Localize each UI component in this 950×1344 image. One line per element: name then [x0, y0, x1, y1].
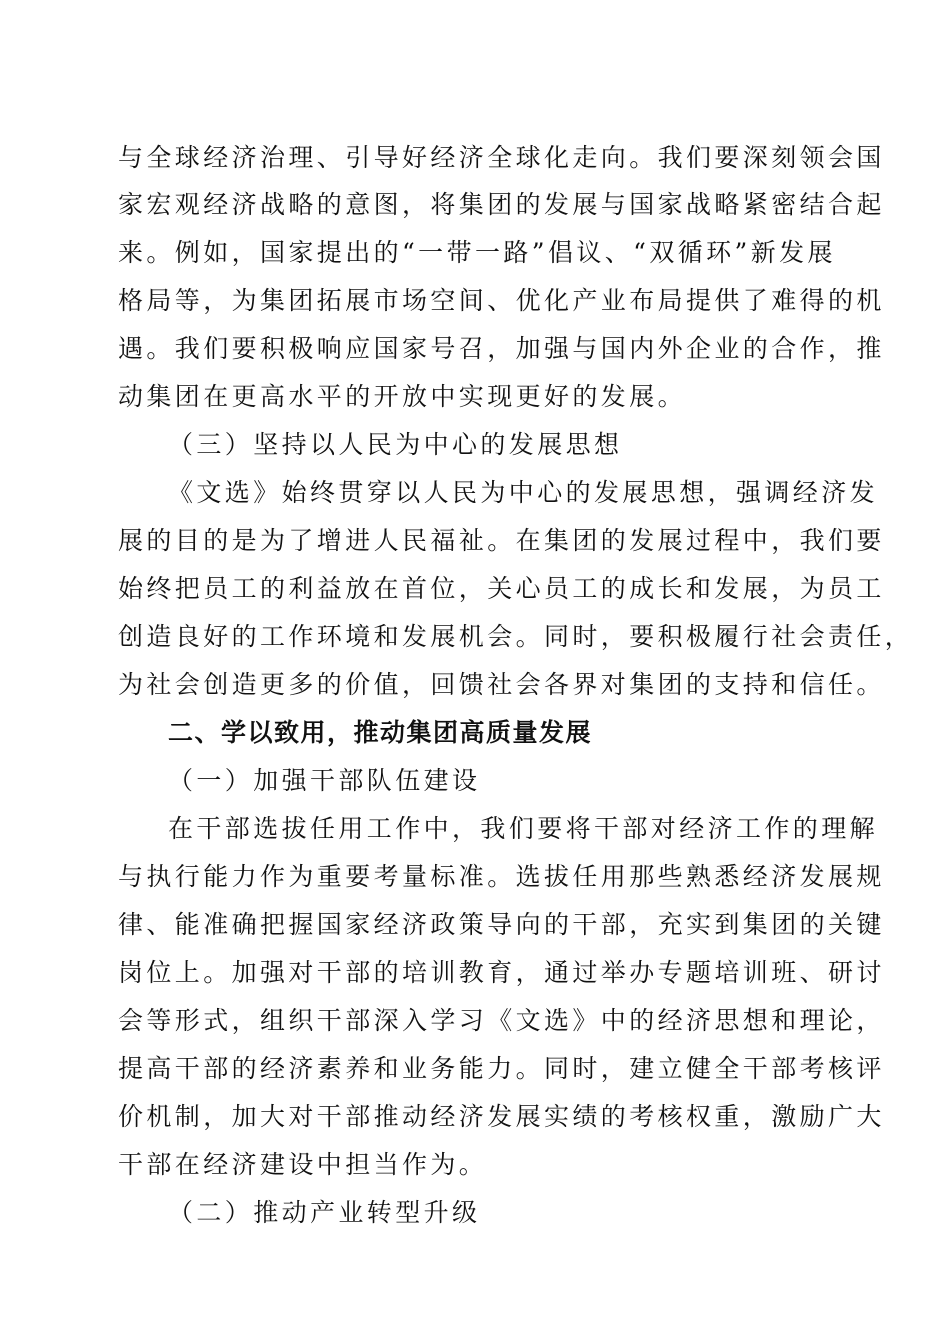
- paragraph-line: 展的目的是为了增进人民福祉。在集团的发展过程中，我们要: [118, 526, 885, 555]
- paragraph-line: 岗位上。加强对干部的培训教育，通过举办专题培训班、研讨: [118, 958, 885, 987]
- paragraph-line: 价机制，加大对干部推动经济发展实绩的考核权重，激励广大: [118, 1102, 885, 1131]
- paragraph-line: 创造良好的工作环境和发展机会。同时，要积极履行社会责任，: [118, 622, 914, 651]
- paragraph-line: 会等形式，组织干部深入学习《文选》中的经济思想和理论，: [118, 1006, 885, 1035]
- paragraph-line: 动集团在更高水平的开放中实现更好的发展。: [118, 382, 687, 411]
- paragraph-line: 干部在经济建设中担当作为。: [118, 1150, 488, 1179]
- paragraph-line: 律、能准确把握国家经济政策导向的干部，充实到集团的关键: [118, 910, 885, 939]
- section-heading-2: 二、学以致用，推动集团高质量发展: [168, 718, 593, 747]
- paragraph-line: 家宏观经济战略的意图，将集团的发展与国家战略紧密结合起: [118, 190, 885, 219]
- paragraph-line: 为社会创造更多的价值，回馈社会各界对集团的支持和信任。: [118, 670, 885, 699]
- paragraph-line: 提高干部的经济素养和业务能力。同时，建立健全干部考核评: [118, 1054, 885, 1083]
- paragraph-line: 与执行能力作为重要考量标准。选拔任用那些熟悉经济发展规: [118, 862, 885, 891]
- subheading-3: （三）坚持以人民为中心的发展思想: [168, 430, 623, 459]
- subheading-2: （二）推动产业转型升级: [168, 1198, 481, 1227]
- paragraph-line: 遇。我们要积极响应国家号召，加强与国内外企业的合作，推: [118, 334, 885, 363]
- paragraph-line: 格局等，为集团拓展市场空间、优化产业布局提供了难得的机: [118, 286, 885, 315]
- paragraph-line: 来。例如，国家提出的“一带一路”倡议、“双循环”新发展: [118, 238, 836, 267]
- paragraph-line: 在干部选拔任用工作中，我们要将干部对经济工作的理解: [168, 814, 879, 843]
- paragraph-line: 始终把员工的利益放在首位，关心员工的成长和发展，为员工: [118, 574, 885, 603]
- paragraph-line: 与全球经济治理、引导好经济全球化走向。我们要深刻领会国: [118, 143, 885, 172]
- subheading-1: （一）加强干部队伍建设: [168, 766, 481, 795]
- paragraph-line: 《文选》始终贯穿以人民为中心的发展思想，强调经济发: [168, 478, 879, 507]
